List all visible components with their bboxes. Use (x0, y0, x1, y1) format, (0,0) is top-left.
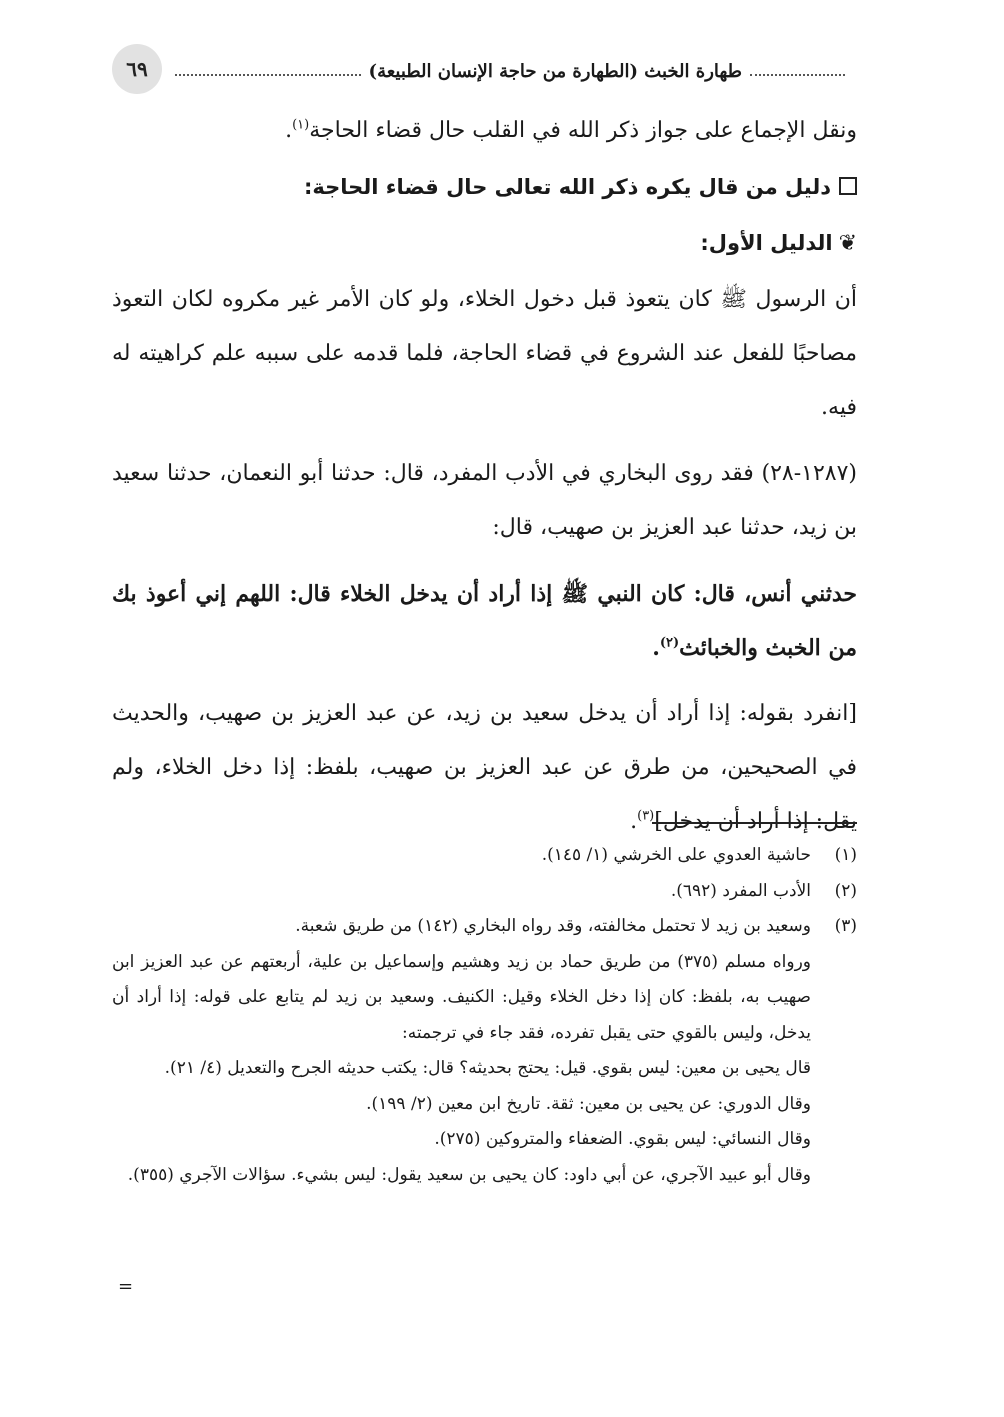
footnote-2 (112, 874, 857, 910)
footnote-3-continuation: قال يحيى بن معين: ليس بقوي. قيل: يحتج بحديثه؟ قال: يكتب حديثه الجرح والتعديل (٤/ ٢١). (164, 1058, 811, 1078)
footnote-3-continuation: ورواه مسلم (٣٧٥) من طريق حماد بن زيد وهشيم وإسماعيل بن علية، أربعتهم عن عبد العزيز ابن صهيب به، بلفظ: كان إذا دخل الخلاء وقيل: الكنيف. وسعيد بن زيد لم يتابع على قوله: إذا أراد أن يدخل، وليس بالقوي حتى يقبل تفرده، فقد جاء في ترجمته: (112, 951, 811, 1043)
footnote-ref-1: (١) (292, 117, 310, 133)
paragraph-consensus: ونقل الإجماع على جواز ذكر الله في القلب حال قضاء الحاجة$^{(١)}$. (285, 117, 857, 143)
footnote-3-continuation: وقال الدوري: عن يحيى بن معين: ثقة. تاريخ ابن معين (٢/ ١٩٩). (366, 1093, 811, 1114)
subsection-heading: ❦الدليل الأول: (112, 216, 857, 271)
paragraph-comment: [انفرد بقوله: إذا أراد أن يدخل سعيد بن زيد، عن عبد العزيز بن صهيب، والحديث في الصحيحين، من طرق عن عبد العزيز بن صهيب، بلفظ: إذا دخل الخلاء، ولم يقل: إذا أراد أن يدخل]$^{(٣)}$. (112, 701, 857, 834)
footnote-ref-2: (٢) (659, 635, 680, 651)
footnote-3-continuation: وقال النسائي: ليس بقوي. الضعفاء والمتروكين (٢٧٥). (434, 1129, 811, 1149)
footnote-1 (112, 838, 857, 874)
page-number: ٦٩ (112, 44, 162, 94)
continuation-mark: = (118, 1276, 134, 1297)
footnotes (112, 838, 857, 1193)
header-dots-left (175, 74, 361, 76)
footnote-3-continuation: وقال أبو عبيد الآجري، عن أبي داود: كان يحيى بن سعيد يقول: ليس بشيء. سؤالات الآجري (٣٥٥). (127, 1164, 811, 1185)
footnote-3 (112, 909, 857, 945)
section-heading: دليل من قال يكره ذكر الله تعالى حال قضاء الحاجة: (112, 160, 857, 214)
footnote-number: (٢) (834, 880, 857, 901)
footnote-text: حاشية العدوي على الخرشي (١/ ١٤٥). (541, 845, 811, 865)
ornament-icon: ❦ (838, 231, 857, 256)
footnote-number: (٣) (834, 916, 857, 936)
footnote-text: وسعيد بن زيد لا تحتمل مخالفته، وقد رواه البخاري (١٤٢) من طريق شعبة. (295, 916, 811, 936)
footnote-text: الأدب المفرد (٦٩٢). (670, 880, 811, 901)
footnote-number: (١) (834, 845, 857, 865)
running-title: طهارة الخبث (الطهارة من حاجة الإنسان الطبيعة) (368, 60, 742, 82)
header-dots-right (750, 74, 845, 76)
footnote-separator (652, 822, 857, 824)
footnote-ref-3: (٣) (637, 808, 655, 824)
paragraph-evidence: أن الرسول ﷺ كان يتعوذ قبل دخول الخلاء، ولو كان الأمر غير مكروه لكان التعوذ مصاحبًا للفعل عند الشروع في قضاء الحاجة، فلما قدمه على سببه علم كراهيته له فيه. (112, 287, 857, 420)
paragraph-narration: (١٢٨٧-٢٨) فقد روى البخاري في الأدب المفرد، قال: حدثنا أبو النعمان، حدثنا سعيد بن زيد، حدثنا عبد العزيز بن صهيب، قال: (112, 461, 857, 540)
paragraph-hadith: حدثني أنس، قال: كان النبي ﷺ إذا أراد أن يدخل الخلاء قال: اللهم إني أعوذ بك من الخبث والخبائث$^{(٢)}$. (112, 581, 857, 661)
square-bullet-icon (839, 177, 857, 195)
running-header (175, 56, 845, 86)
main-text (112, 104, 857, 861)
